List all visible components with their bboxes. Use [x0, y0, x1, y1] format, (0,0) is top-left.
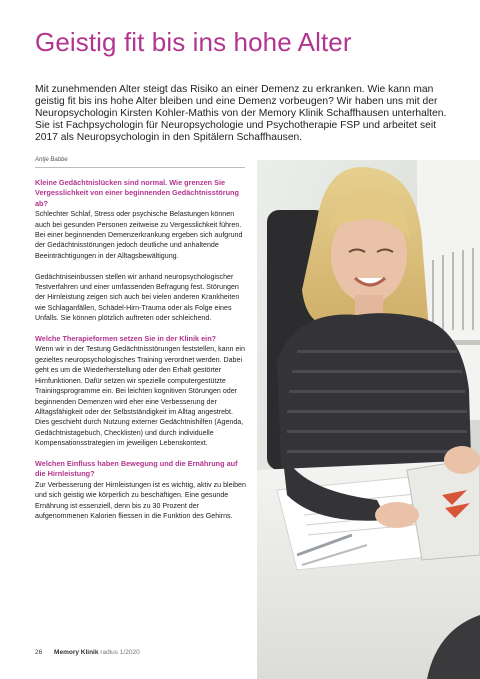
- page-footer: [35, 649, 140, 656]
- footer-issue: radius 1/2020: [100, 649, 140, 656]
- portrait-photo: [257, 160, 480, 679]
- lead-paragraph: Mit zunehmenden Alter steigt das Risiko an einer Demenz zu erkranken. Wie kann man geistig fit bis ins hohe Alter bleiben und eine Demenz vorbeugen? Wir haben uns mit der Neuropsychologin Kirsten Kohler-Mathis von der Memory Klinik Schaffhausen unterhalten. Sie ist Fachpsychologin für Neuropsychologie und Psychotherapie FSP und arbeitet seit 2017 als Neuropsychologin in den Spitälern Schaffhausen.: [35, 84, 447, 143]
- interview-column: [35, 178, 247, 521]
- article-title: Geistig fit bis ins hohe Alter: [35, 27, 352, 57]
- answer-3: Zur Verbesserung der Hirnleistungen ist es wichtig, aktiv zu bleiben und sich geistig wie körperlich zu beschäftigen. Eine gesunde Ernährung ist essenziell, denn bis zu 30 Prozent der aufgenommenen Kalorien fliessen in die Funktion des Gehirns.: [35, 480, 246, 520]
- question-3: Welchen Einfluss haben Bewegung und die Ernährung auf die Hirnleistung?: [35, 458, 238, 479]
- divider: [35, 167, 245, 168]
- answer-2: Wenn wir in der Testung Gedächtnisstörungen feststellen, kann ein gezieltes neuropsychologisches Training verordnet werden. Dabei geht es um die Wiederherstellung oder den Erhalt gestörter Hirnfunktionen. Dafür setzen wir spezielle computergestützte Trainingsprogramme ein. Bei leichten kognitiven Störungen oder beginnenden Demenzen wird eher eine Verbesserung der Alltagsfähigkeit oder der Selbstständigkeit im Alltag angestrebt. Dies geschieht durch Nutzung externer Gedächtnishilfen (Agenda, Gedächtnistagebuch, Checklisten) und durch individuelle Kompensationsstrategien im jeweiligen Lebenskontext.: [35, 345, 245, 448]
- page-number: 26: [35, 649, 43, 656]
- question-2: Welche Therapieformen setzen Sie in der Klinik ein?: [35, 334, 217, 344]
- question-1: Kleine Gedächtnislücken sind normal. Wie grenzen Sie Vergesslichkeit von einer beginnenden Gedächtnisstörung ab?: [35, 178, 239, 208]
- author-name: Antje Babbe: [35, 157, 68, 163]
- footer-brand: Memory Klinik: [54, 649, 99, 656]
- answer-1: Schlechter Schlaf, Stress oder psychische Belastungen können auch bei gesunden Personen zeitweise zu Vergesslichkeit führen. Bei einer beginnenden Demenzerkrankung ergeben sich aufgrund der Gedächtnisstörungen jedoch deutliche und anhaltende Beeinträchtigungen in der Alltagsbewältigung.: [35, 210, 243, 260]
- answer-1-continued: Gedächtniseinbussen stellen wir anhand neuropsychologischer Testverfahren und einer umfassenden Befragung fest. Störungen der Hirnleistung zeigen sich auch bei vielen anderen Krankheiten wie Schlaganfällen, Schädel-Hirn-Trauma oder als Folge eines Unfalls. Sie können plötzlich auftreten oder schleichend.: [35, 272, 240, 323]
